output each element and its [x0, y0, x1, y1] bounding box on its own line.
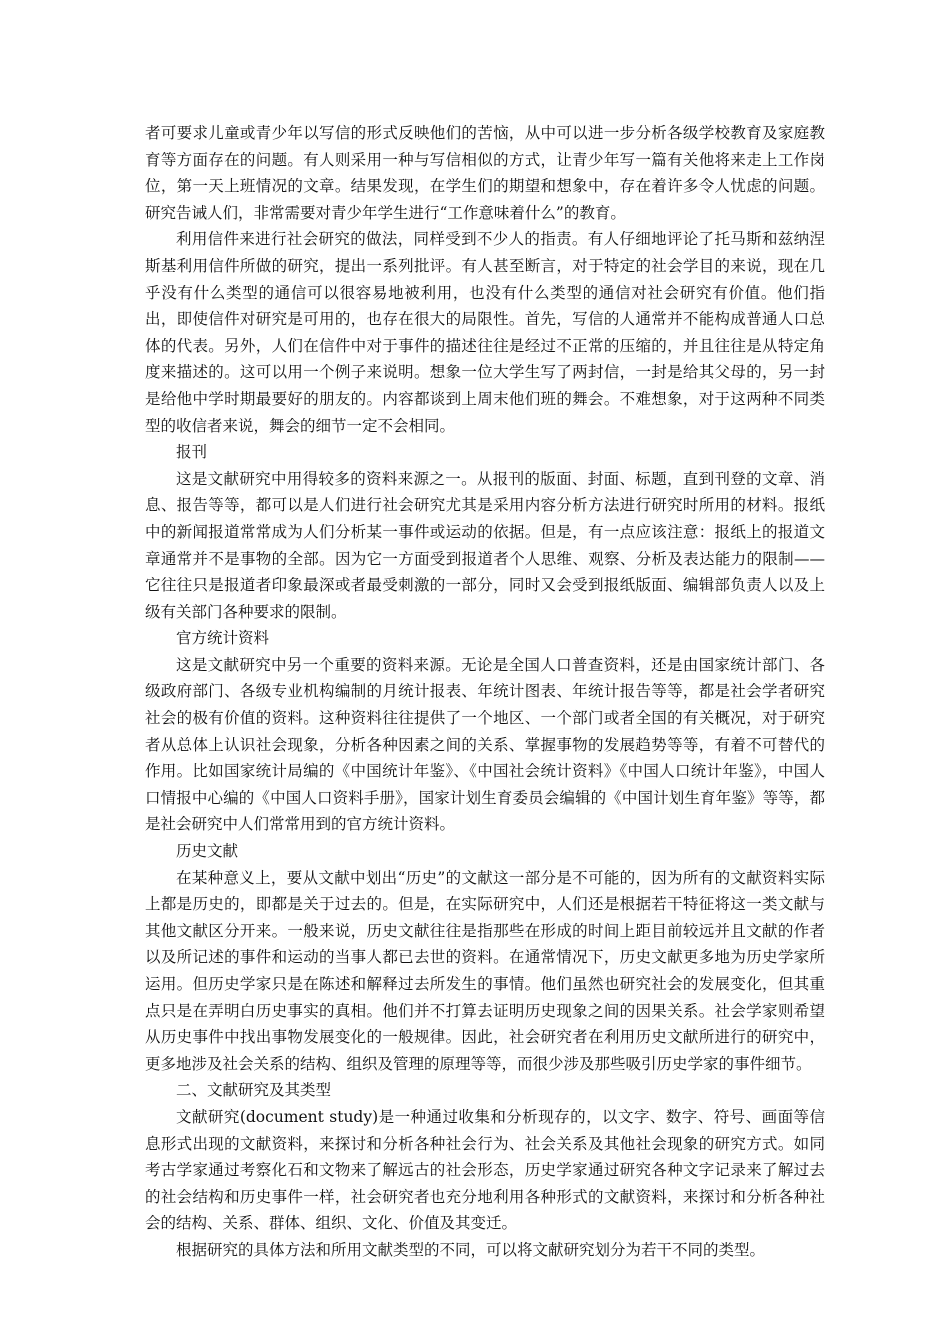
document-page [145, 120, 825, 1264]
paragraph-document-study-definition: 文献研究(document study)是一种通过收集和分析现存的，以文字、数字、符号、画面等信息形式出现的文献资料，来探讨和分析各种社会行为、社会关系及其他社会现象的研究方式。如同考古学家通过考察化石和文物来了解远古的社会形态，历史学家通过研究各种文字记录来了解过去的社会结构和历史事件一样，社会研究者也充分地利用各种形式的文献资料，来探讨和分析各种社会的结构、关系、群体、组织、文化、价值及其变迁。 [145, 1107, 825, 1233]
heading-newspapers: 报刊 [176, 443, 208, 462]
paragraph-newspapers: 这是文献研究中用得较多的资料来源之一。从报刊的版面、封面、标题，直到刊登的文章、消息、报告等等，都可以是人们进行社会研究尤其是采用内容分析方法进行研究时所用的材料。报纸中的新闻报道常常成为人们分析某一事件或运动的依据。但是，有一点应该注意：报纸上的报道文章通常并不是事物的全部。因为它一方面受到报道者个人思维、观察、分析及表达能力的限制——它往往只是报道者印象最深或者最受刺激的一部分，同时又会受到报纸版面、编辑部负责人以及上级有关部门各种要求的限制。 [145, 469, 825, 621]
paragraph-document-study-classification: 根据研究的具体方法和所用文献类型的不同，可以将文献研究划分为若干不同的类型。 [176, 1240, 766, 1259]
heading-historical-documents: 历史文献 [176, 842, 239, 861]
paragraph-official-statistics: 这是文献研究中另一个重要的资料来源。无论是全国人口普查资料，还是由国家统计部门、各级政府部门、各级专业机构编制的月统计报表、年统计图表、年统计报告等等，都是社会学者研究社会的极有价值的资料。这种资料往往提供了一个地区、一个部门或者全国的有关概况，对于研究者从总体上认识社会现象，分析各种因素之间的关系、掌握事物的发展趋势等等，有着不可替代的作用。比如国家统计局编的《中国统计年鉴》、《中国社会统计资料》《中国人口统计年鉴》，中国人口情报中心编的《中国人口资料手册》，国家计划生育委员会编辑的《中国计划生育年鉴》等等，都是社会研究中人们常常用到的官方统计资料。 [145, 655, 825, 834]
paragraph-letters-continued: 者可要求儿童或青少年以写信的形式反映他们的苦恼，从中可以进一步分析各级学校教育及家庭教育等方面存在的问题。有人则采用一种与写信相似的方式，让青少年写一篇有关他将来走上工作岗位，第一天上班情况的文章。结果发现，在学生们的期望和想象中，存在着许多令人忧虑的问题。研究告诫人们，非常需要对青少年学生进行“工作意味着什么”的教育。 [145, 124, 825, 222]
paragraph-letters-criticism: 利用信件来进行社会研究的做法，同样受到不少人的指责。有人仔细地评论了托马斯和兹纳涅斯基利用信件所做的研究，提出一系列批评。有人甚至断言，对于特定的社会学目的来说，现在几乎没有什么类型的通信可以很容易地被利用，也没有什么类型的通信对社会研究有价值。他们指出，即使信件对研究是可用的，也存在很大的局限性。首先，写信的人通常并不能构成普通人口总体的代表。另外，人们在信件中对于事件的描述往往是经过不正常的压缩的，并且往往是从特定角度来描述的。这可以用一个例子来说明。想象一位大学生写了两封信，一封是给其父母的，另一封是给他中学时期最要好的朋友的。内容都谈到上周末他们班的舞会。不难想象，对于这两种不同类型的收信者来说，舞会的细节一定不会相同。 [145, 230, 825, 435]
heading-official-statistics: 官方统计资料 [176, 629, 270, 648]
heading-document-study-types: 二、文献研究及其类型 [176, 1081, 332, 1100]
paragraph-historical-documents: 在某种意义上，要从文献中划出“历史”的文献这一部分是不可能的，因为所有的文献资料实际上都是历史的，即都是关于过去的。但是，在实际研究中，人们还是根据若干特征将这一类文献与其他文献区分开来。一般来说，历史文献往往是指那些在形成的时间上距目前较远并且文献的作者以及所记述的事件和运动的当事人都已去世的资料。在通常情况下，历史文献更多地为历史学家所运用。但历史学家只是在陈述和解释过去所发生的事情。他们虽然也研究社会的发展变化，但其重点只是在弄明白历史事实的真相。他们并不打算去证明历史现象之间的因果关系。社会学家则希望从历史事件中找出事物发展变化的一般规律。因此，社会研究者在利用历史文献所进行的研究中，更多地涉及社会关系的结构、组织及管理的原理等等，而很少涉及那些吸引历史学家的事件细节。 [145, 868, 825, 1073]
